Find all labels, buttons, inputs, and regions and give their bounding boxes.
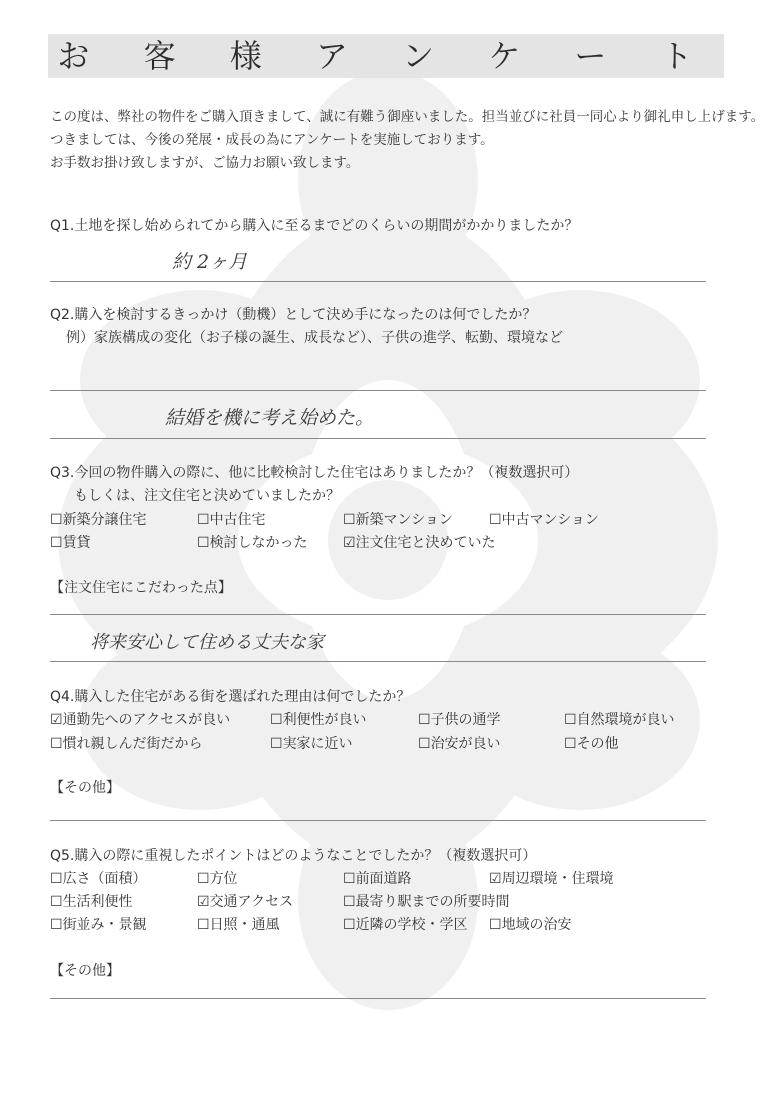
checkbox-icon[interactable]: ☐ <box>50 871 63 887</box>
checked-checkbox-icon[interactable]: ☑ <box>197 894 210 910</box>
q3-answer: 将来安心して住める丈夫な家 <box>90 632 324 653</box>
intro-line-3: お手数お掛け致しますが、ご協力お願い致します。 <box>50 155 360 171</box>
survey-title: お 客 様 ア ン ケ ー ト <box>48 34 724 78</box>
checkbox-icon[interactable]: ☐ <box>197 917 210 933</box>
checkbox-icon[interactable]: ☐ <box>418 736 431 752</box>
q5-option[interactable]: ☐街並み・景観 <box>50 917 147 933</box>
q4-option-checked[interactable]: ☑通勤先へのアクセスが良い <box>50 712 231 728</box>
checkbox-icon[interactable]: ☐ <box>343 512 356 528</box>
checkbox-icon[interactable]: ☐ <box>489 512 502 528</box>
checked-checkbox-icon[interactable]: ☑ <box>50 712 63 728</box>
q5-option[interactable]: ☐地域の治安 <box>489 917 572 933</box>
q1-question: Q1.土地を探し始められてから購入に至るまでどのくらいの期間がかかりましたか？ <box>50 218 579 234</box>
q3-section-label: 【注文住宅にこだわった点】 <box>50 580 232 596</box>
q4-option[interactable]: ☐自然環境が良い <box>564 712 675 728</box>
q5-option[interactable]: ☐前面道路 <box>343 871 412 887</box>
q5-question: Q5.購入の際に重視したポイントはどのようなことでしたか？（複数選択可） <box>50 848 537 864</box>
q2-question: Q2.購入を検討するきっかけ（動機）として決め手になったのは何でしたか？ <box>50 307 537 323</box>
q1-answer: 約 2ヶ月 <box>172 251 248 273</box>
q2-answer: 結婚を機に考え始めた。 <box>165 407 375 429</box>
checkbox-icon[interactable]: ☐ <box>270 736 283 752</box>
q5-section-label: 【その他】 <box>50 963 120 979</box>
q3-option[interactable]: ☐中古マンション <box>489 512 599 528</box>
q3-sub: もしくは、注文住宅と決めていましたか？ <box>74 488 340 504</box>
q3-answer-line-2 <box>50 661 706 662</box>
q4-option[interactable]: ☐治安が良い <box>418 736 501 752</box>
q3-option-checked[interactable]: ☑注文住宅と決めていた <box>343 535 496 551</box>
q5-option[interactable]: ☐生活利便性 <box>50 894 133 910</box>
q3-option[interactable]: ☐新築分譲住宅 <box>50 512 147 528</box>
q5-option[interactable]: ☐日照・通風 <box>197 917 280 933</box>
q4-option[interactable]: ☐子供の通学 <box>418 712 501 728</box>
checkbox-icon[interactable]: ☐ <box>50 535 63 551</box>
q5-option[interactable]: ☐広さ（面積） <box>50 871 147 887</box>
q4-answer-line <box>50 820 706 821</box>
checkbox-icon[interactable]: ☐ <box>343 871 356 887</box>
q2-example: 例）家族構成の変化（お子様の誕生、成長など）、子供の進学、転勤、環境など <box>66 330 563 346</box>
checkbox-icon[interactable]: ☐ <box>197 535 210 551</box>
checkbox-icon[interactable]: ☐ <box>50 917 63 933</box>
checkbox-icon[interactable]: ☐ <box>418 712 431 728</box>
checkbox-icon[interactable]: ☐ <box>197 512 210 528</box>
q3-option[interactable]: ☐検討しなかった <box>197 535 308 551</box>
checkbox-icon[interactable]: ☐ <box>343 894 356 910</box>
checkbox-icon[interactable]: ☐ <box>489 917 502 933</box>
q2-answer-line-1 <box>50 390 706 391</box>
checkbox-icon[interactable]: ☐ <box>343 917 356 933</box>
checked-checkbox-icon[interactable]: ☑ <box>343 535 356 551</box>
q4-option[interactable]: ☐実家に近い <box>270 736 353 752</box>
checkbox-icon[interactable]: ☐ <box>270 712 283 728</box>
q1-answer-line <box>50 281 706 282</box>
intro-line-2: つきましては、今後の発展・成長の為にアンケートを実施しております。 <box>50 132 494 148</box>
q4-option[interactable]: ☐その他 <box>564 736 619 752</box>
q3-option[interactable]: ☐賃貸 <box>50 535 91 551</box>
q5-option[interactable]: ☐方位 <box>197 871 238 887</box>
q5-option-checked[interactable]: ☑周辺環境・住環境 <box>489 871 614 887</box>
checkbox-icon[interactable]: ☐ <box>50 736 63 752</box>
checkbox-icon[interactable]: ☐ <box>197 871 210 887</box>
q3-option[interactable]: ☐中古住宅 <box>197 512 266 528</box>
q3-question: Q3.今回の物件購入の際に、他に比較検討した住宅はありましたか？（複数選択可） <box>50 465 579 481</box>
q2-answer-line-2 <box>50 438 706 439</box>
q4-section-label: 【その他】 <box>50 780 120 796</box>
q4-option[interactable]: ☐利便性が良い <box>270 712 367 728</box>
q5-option[interactable]: ☐近隣の学校・学区 <box>343 917 468 933</box>
q5-option-checked[interactable]: ☑交通アクセス <box>197 894 294 910</box>
checkbox-icon[interactable]: ☐ <box>50 512 63 528</box>
checkbox-icon[interactable]: ☐ <box>50 894 63 910</box>
checkbox-icon[interactable]: ☐ <box>564 712 577 728</box>
q3-option[interactable]: ☐新築マンション <box>343 512 453 528</box>
intro-line-1: この度は、弊社の物件をご購入頂きまして、誠に有難う御座いました。担当並びに社員一同心より御礼申し上げます。 <box>50 109 765 125</box>
q4-option[interactable]: ☐慣れ親しんだ街だから <box>50 736 203 752</box>
q4-question: Q4.購入した住宅がある街を選ばれた理由は何でしたか？ <box>50 689 411 705</box>
checkbox-icon[interactable]: ☐ <box>564 736 577 752</box>
q3-answer-line-1 <box>50 614 706 615</box>
checked-checkbox-icon[interactable]: ☑ <box>489 871 502 887</box>
q5-answer-line <box>50 998 706 999</box>
q5-option[interactable]: ☐最寄り駅までの所要時間 <box>343 894 510 910</box>
